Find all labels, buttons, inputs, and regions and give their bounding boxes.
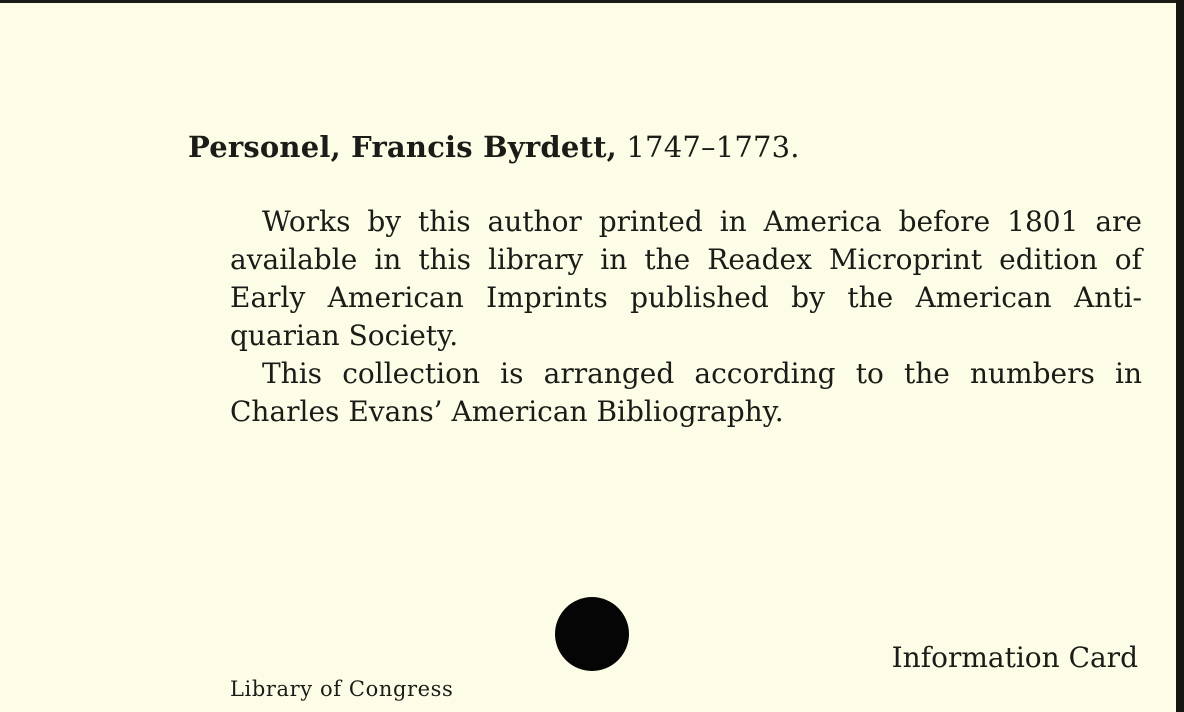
author-name: Personel, Francis Byrdett, [188, 130, 617, 164]
card-heading [188, 130, 800, 164]
card-body [230, 203, 1142, 431]
punch-hole [555, 597, 629, 671]
author-dates: 1747–1773. [626, 130, 800, 164]
information-card-label: Information Card [891, 641, 1138, 674]
card-edge-shadow [1176, 0, 1184, 712]
arrangement-paragraph: This collection is arranged according to the numbers in Charles Evans’ American Bibliography. [230, 357, 1142, 428]
availability-paragraph: Works by this author printed in America before 1801 are available in this library in the Readex Microprint edition of Early American Imprints published by the American Antiquarian Society. [230, 205, 1142, 352]
library-of-congress-label: Library of Congress [230, 677, 454, 701]
